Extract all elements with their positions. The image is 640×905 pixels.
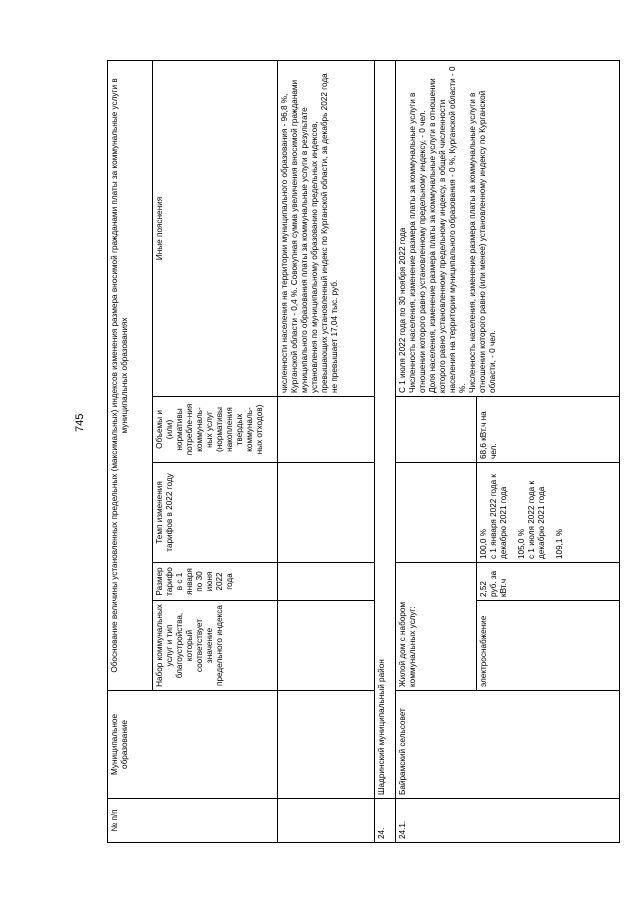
item-num: 24.1. — [396, 799, 620, 843]
justification-table — [107, 60, 620, 843]
page-number: 745 — [74, 413, 86, 432]
item-service-set: Жилой дом с набором коммунальных услуг: — [396, 563, 477, 691]
section-num: 24. — [375, 799, 396, 843]
notes-period: С 1 июля 2022 года по 30 ноября 2022 года — [398, 227, 407, 393]
section-row — [375, 60, 396, 842]
header-volume: Объемы и (или) нормативы потребле-ния коммуналь-ных услуг (нормативы накопления твердых коммуналь-ных отходов) — [153, 397, 278, 463]
continuation-note: численности населения на территории муниципального образования - 96,8 %, Курганской области - 0,4 %. Совокупная сумма увеличения вносимой гражданами муниципального образования платы за коммунальные услуги в результате установления по муниципальному образованию предельных индексов, превышающих установленный индекс по Курганской области, за декабрь 2022 года не превышает 17,04 тыс. руб. — [278, 60, 375, 396]
rate-1-period: с 1 января 2022 года к декабрю 2021 года — [489, 474, 508, 559]
section-name: Шадринский муниципальный район — [375, 60, 396, 798]
header-services: Набор коммунальных услуг и тип благоустройства, который соответствует значение предельного индекса — [153, 601, 278, 691]
header-group: Обоснование величины установленных предельных (максимальных) индексов изменения размера вносимой гражданами платы за коммунальные услуги в муниципальных образованиях — [108, 60, 153, 690]
rate-1-value: 100,0 % — [479, 528, 488, 559]
rate-2-value: 105,0 % — [517, 528, 526, 559]
table-row — [396, 60, 477, 842]
notes-line-3: Численность населения, изменение размера платы за коммунальные услуги в отношении которого равно (или менее) установленному индексу по Курганской области, - 0 чел. — [468, 90, 497, 393]
header-tariff: Размер тарифов с 1 января по 30 июня 2022 года — [153, 563, 278, 601]
table-header-row — [108, 60, 153, 842]
header-rate: Темп изменения тарифов в 2022 году — [153, 463, 278, 563]
rate-3-value: 109,1 % — [555, 528, 564, 559]
header-municipality: Муниципальное образование — [108, 691, 278, 799]
item-municipality: Байрамский сельсовет — [396, 691, 620, 799]
table-row — [278, 60, 375, 842]
rate-2-period: с 1 июля 2022 года к декабрю 2021 года — [527, 480, 546, 559]
item-service: электроснабжение — [477, 601, 620, 691]
header-num: № п/п — [108, 799, 278, 843]
item-tariff: 2,52 руб. за кВт.ч — [477, 563, 620, 601]
notes-line-2: Доля населения, изменение размера платы за коммунальные услуги в отношении которого равно установленному предельному индексу, в общей численности населения на территории муниципального образования - 0 %, Курганской области - 0 %. — [428, 66, 467, 393]
item-rate — [477, 463, 620, 563]
item-notes — [396, 60, 620, 396]
header-notes: Иные пояснения — [153, 60, 278, 396]
item-volume: 68,6 кВт.ч на чел. — [477, 397, 620, 463]
notes-line-1: Численность населения, изменение размера платы за коммунальные услуги в отношении которого равно установленному предельному индексу, - 0 чел. — [408, 92, 427, 393]
rotated-page — [107, 61, 635, 843]
